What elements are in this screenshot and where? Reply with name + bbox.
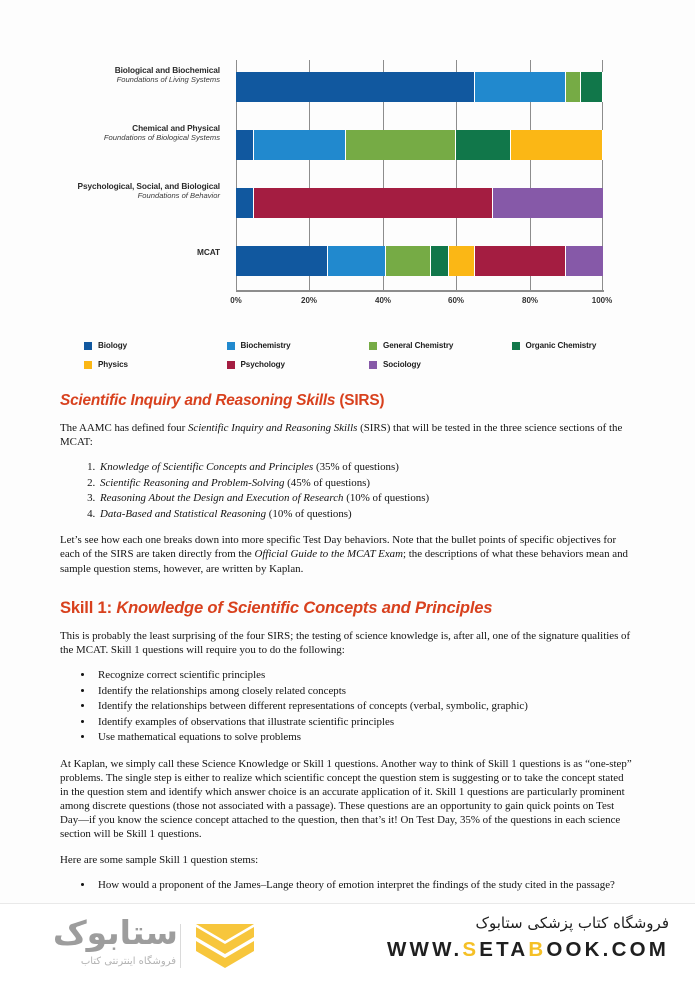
bar-segment-1-biology [236, 130, 254, 160]
url-letter-s: S [462, 938, 480, 961]
sirs-after-part2: ; the descriptions of what these behaviors mean and sample question stems, however, are written by Kaplan. [60, 548, 628, 575]
legend-item-empty [512, 355, 655, 374]
sirs-heading [60, 392, 633, 410]
category-sub-2: Foundations of Behavior [137, 190, 220, 200]
sirs-list-item-1 [98, 460, 633, 475]
skill1-bullet-list [60, 668, 633, 745]
footer-website-url[interactable] [339, 938, 669, 962]
stacked-bar-3 [236, 246, 603, 276]
sirs-item-4-plain: (10% of questions) [266, 507, 352, 520]
skill1-paragraph-2: At Kaplan, we simply call these Science Knowledge or Skill 1 questions. Another way to think of Skill 1 questions is as “one-step” problems. The single step is either to realize which scientific concept the question stem is suggesting or to take the concept stated in the question stem and identify which answer choice is an accurate application of it. Skill 1 questions are particularly prominent among discrete questions (those not associated with a passage). These questions are an opportunity to gain quick points on Test Day—if you know the science concept attached to the question, then that’s it! On Test Day, 35% of the questions in each science section will be Skill 1 questions. [60, 757, 632, 841]
legend-label-psychology: Psychology [240, 360, 285, 369]
skill1-heading [60, 598, 633, 618]
category-sub-0: Foundations of Living Systems [116, 74, 220, 84]
skill1-sample-bullet-1: • How would a proponent of the James–Lange theory of emotion interpret the findings of the study cited in the passage? [94, 878, 633, 893]
bar-segment-3-physics [449, 246, 475, 276]
bar-segment-0-genchem [566, 72, 581, 102]
chart-plot-wrapper [0, 48, 695, 305]
bar-row-mcat [236, 246, 603, 276]
stacked-bar-2 [236, 188, 603, 218]
legend-row-2 [84, 355, 654, 374]
url-suffix: OOK.COM [546, 938, 669, 961]
bar-row-psychological [236, 188, 603, 218]
skill1-bullet-1: • Recognize correct scientific principles [94, 668, 633, 683]
bar-row-chemical [236, 130, 603, 160]
legend-item-psychology [227, 355, 370, 374]
url-prefix: WWW. [386, 938, 463, 961]
logo-wordmark [28, 914, 178, 974]
legend-label-biochemistry: Biochemistry [240, 341, 291, 350]
category-label-psychological [0, 182, 220, 201]
sirs-intro-part1: The AAMC has defined four [60, 422, 188, 434]
sirs-item-1-plain: (35% of questions) [313, 461, 399, 474]
legend-swatch-physics-icon [84, 361, 92, 369]
legend-swatch-sociology-icon [369, 361, 377, 369]
bar-row-biological [236, 72, 603, 102]
category-label-biological [0, 66, 220, 85]
url-letter-b: B [528, 938, 547, 961]
legend-swatch-general-chemistry-icon [369, 342, 377, 350]
sirs-intro-italic: Scientific Inquiry and Reasoning Skills [187, 422, 358, 434]
chart-plot-area [236, 60, 603, 290]
document-content [60, 392, 633, 904]
category-main-0: Biological and Biochemical [114, 65, 220, 75]
bar-segment-0-biology [236, 72, 475, 102]
footer-right-block [339, 914, 669, 962]
legend-label-general-chemistry: General Chemistry [383, 341, 454, 350]
logo-chevron-icon [196, 924, 254, 970]
mcat-content-chart [0, 48, 695, 378]
setabook-logo [28, 912, 278, 976]
x-tick-0: 0% [230, 296, 242, 305]
x-tick-100: 100% [591, 296, 613, 305]
stacked-bar-0 [236, 72, 603, 102]
sirs-item-3-plain: (10% of questions) [343, 492, 430, 505]
x-tick-20: 20% [300, 296, 318, 305]
sirs-after-part1: Let’s see how each one breaks down into more specific Test Day behaviors. Note that the bullet points of specific objectives for each of the SIRS are taken directly from the [60, 534, 617, 561]
skill1-bullet-2: • Identify the relationships among closely related concepts [94, 684, 633, 699]
bar-segment-3-psychology [475, 246, 567, 276]
bar-segment-3-sociology [566, 246, 603, 276]
sirs-list [60, 460, 633, 522]
logo-divider [180, 924, 181, 968]
bar-segment-1-physics [511, 130, 603, 160]
sirs-intro-paragraph [60, 421, 633, 449]
legend-label-sociology: Sociology [383, 360, 421, 369]
skill1-heading-italic: Knowledge of Scientific Concepts and Principles [116, 597, 493, 617]
sirs-after-italic: Official Guide to the MCAT Exam [254, 548, 403, 561]
skill1-paragraph-3: Here are some sample Skill 1 question stems: [60, 853, 259, 866]
legend-item-sociology [369, 355, 512, 374]
legend-swatch-psychology-icon [227, 361, 235, 369]
sirs-list-item-3 [98, 491, 633, 506]
legend-swatch-biochemistry-icon [227, 342, 235, 350]
url-eta: ETA [479, 938, 529, 961]
x-tick-80: 80% [521, 296, 539, 305]
bar-segment-2-sociology [493, 188, 603, 218]
bar-segment-2-psychology [254, 188, 493, 218]
skill1-bullet-3: • Identify the relationships between different representations of concepts (verbal, symbolic, graphic) [94, 699, 633, 714]
legend-item-biochemistry [227, 336, 370, 355]
bar-segment-0-orgchem [581, 72, 603, 102]
legend-swatch-biology-icon [84, 342, 92, 350]
sirs-item-1-italic: Knowledge of Scientific Concepts and Principles [100, 461, 314, 474]
bar-segment-3-biology [236, 246, 328, 276]
legend-label-physics: Physics [98, 360, 128, 369]
bar-segment-2-biology [236, 188, 254, 218]
legend-label-biology: Biology [98, 341, 127, 350]
legend-label-organic-chemistry: Organic Chemistry [525, 341, 597, 350]
legend-item-biology [84, 336, 227, 355]
skill1-intro-paragraph: This is probably the least surprising of the four SIRS; the testing of science knowledge is, after all, one of the signature qualities of the MCAT. Skill 1 questions will require you to do the following: [60, 629, 631, 656]
skill1-heading-plain: Skill 1: [60, 597, 117, 617]
stacked-bar-1 [236, 130, 603, 160]
legend-item-physics [84, 355, 227, 374]
x-tick-40: 40% [374, 296, 392, 305]
sirs-intro-part2: (SIRS) that will be tested in the three science sections of the MCAT: [60, 422, 623, 449]
chart-x-tick-labels [230, 296, 613, 312]
bar-segment-3-orgchem [431, 246, 449, 276]
sirs-item-4-italic: Data-Based and Statistical Reasoning [100, 507, 267, 520]
footer-tagline-persian: فروشگاه کتاب پزشکی ستابوک [475, 914, 669, 932]
bar-segment-3-genchem [386, 246, 430, 276]
sirs-heading-italic: Scientific Inquiry and Reasoning Skills [60, 392, 336, 409]
chart-category-labels [0, 60, 228, 290]
logo-brand-persian: ستابوک [52, 913, 178, 952]
sirs-list-item-2 [98, 476, 633, 491]
chart-legend [84, 336, 654, 374]
sirs-item-2-italic: Scientific Reasoning and Problem-Solving [100, 476, 285, 489]
x-tick-60: 60% [447, 296, 465, 305]
legend-item-organic-chemistry [512, 336, 655, 355]
sirs-list-item-4 [98, 507, 633, 522]
legend-swatch-organic-chemistry-icon [512, 342, 520, 350]
sirs-item-2-plain: (45% of questions) [284, 476, 371, 489]
footer-inner [0, 904, 695, 983]
category-main-1: Chemical and Physical [132, 123, 220, 133]
sirs-after-paragraph [60, 533, 633, 576]
legend-row-1 [84, 336, 654, 355]
sirs-item-3-italic: Reasoning About the Design and Execution of Research [100, 492, 344, 505]
category-sub-1: Foundations of Biological Systems [103, 132, 220, 142]
footer-watermark [0, 903, 695, 983]
category-main-3: MCAT [197, 247, 220, 257]
bar-segment-1-biochemistry [254, 130, 346, 160]
legend-item-general-chemistry [369, 336, 512, 355]
bar-segment-3-biochemistry [328, 246, 387, 276]
chart-x-axis-line [236, 290, 604, 292]
bar-segment-0-biochemistry [475, 72, 567, 102]
skill1-sample-list [60, 878, 633, 893]
bar-segment-1-genchem [346, 130, 456, 160]
skill1-bullet-4: • Identify examples of observations that illustrate scientific principles [94, 715, 633, 730]
category-label-mcat [0, 248, 220, 258]
category-label-chemical [0, 124, 220, 143]
category-main-2: Psychological, Social, and Biological [77, 181, 220, 191]
skill1-bullet-5: • Use mathematical equations to solve problems [94, 730, 633, 745]
logo-tagline-persian: فروشگاه اینترنتی کتاب [80, 956, 176, 967]
sirs-heading-plain: (SIRS) [335, 392, 385, 409]
bar-segment-1-orgchem [456, 130, 511, 160]
